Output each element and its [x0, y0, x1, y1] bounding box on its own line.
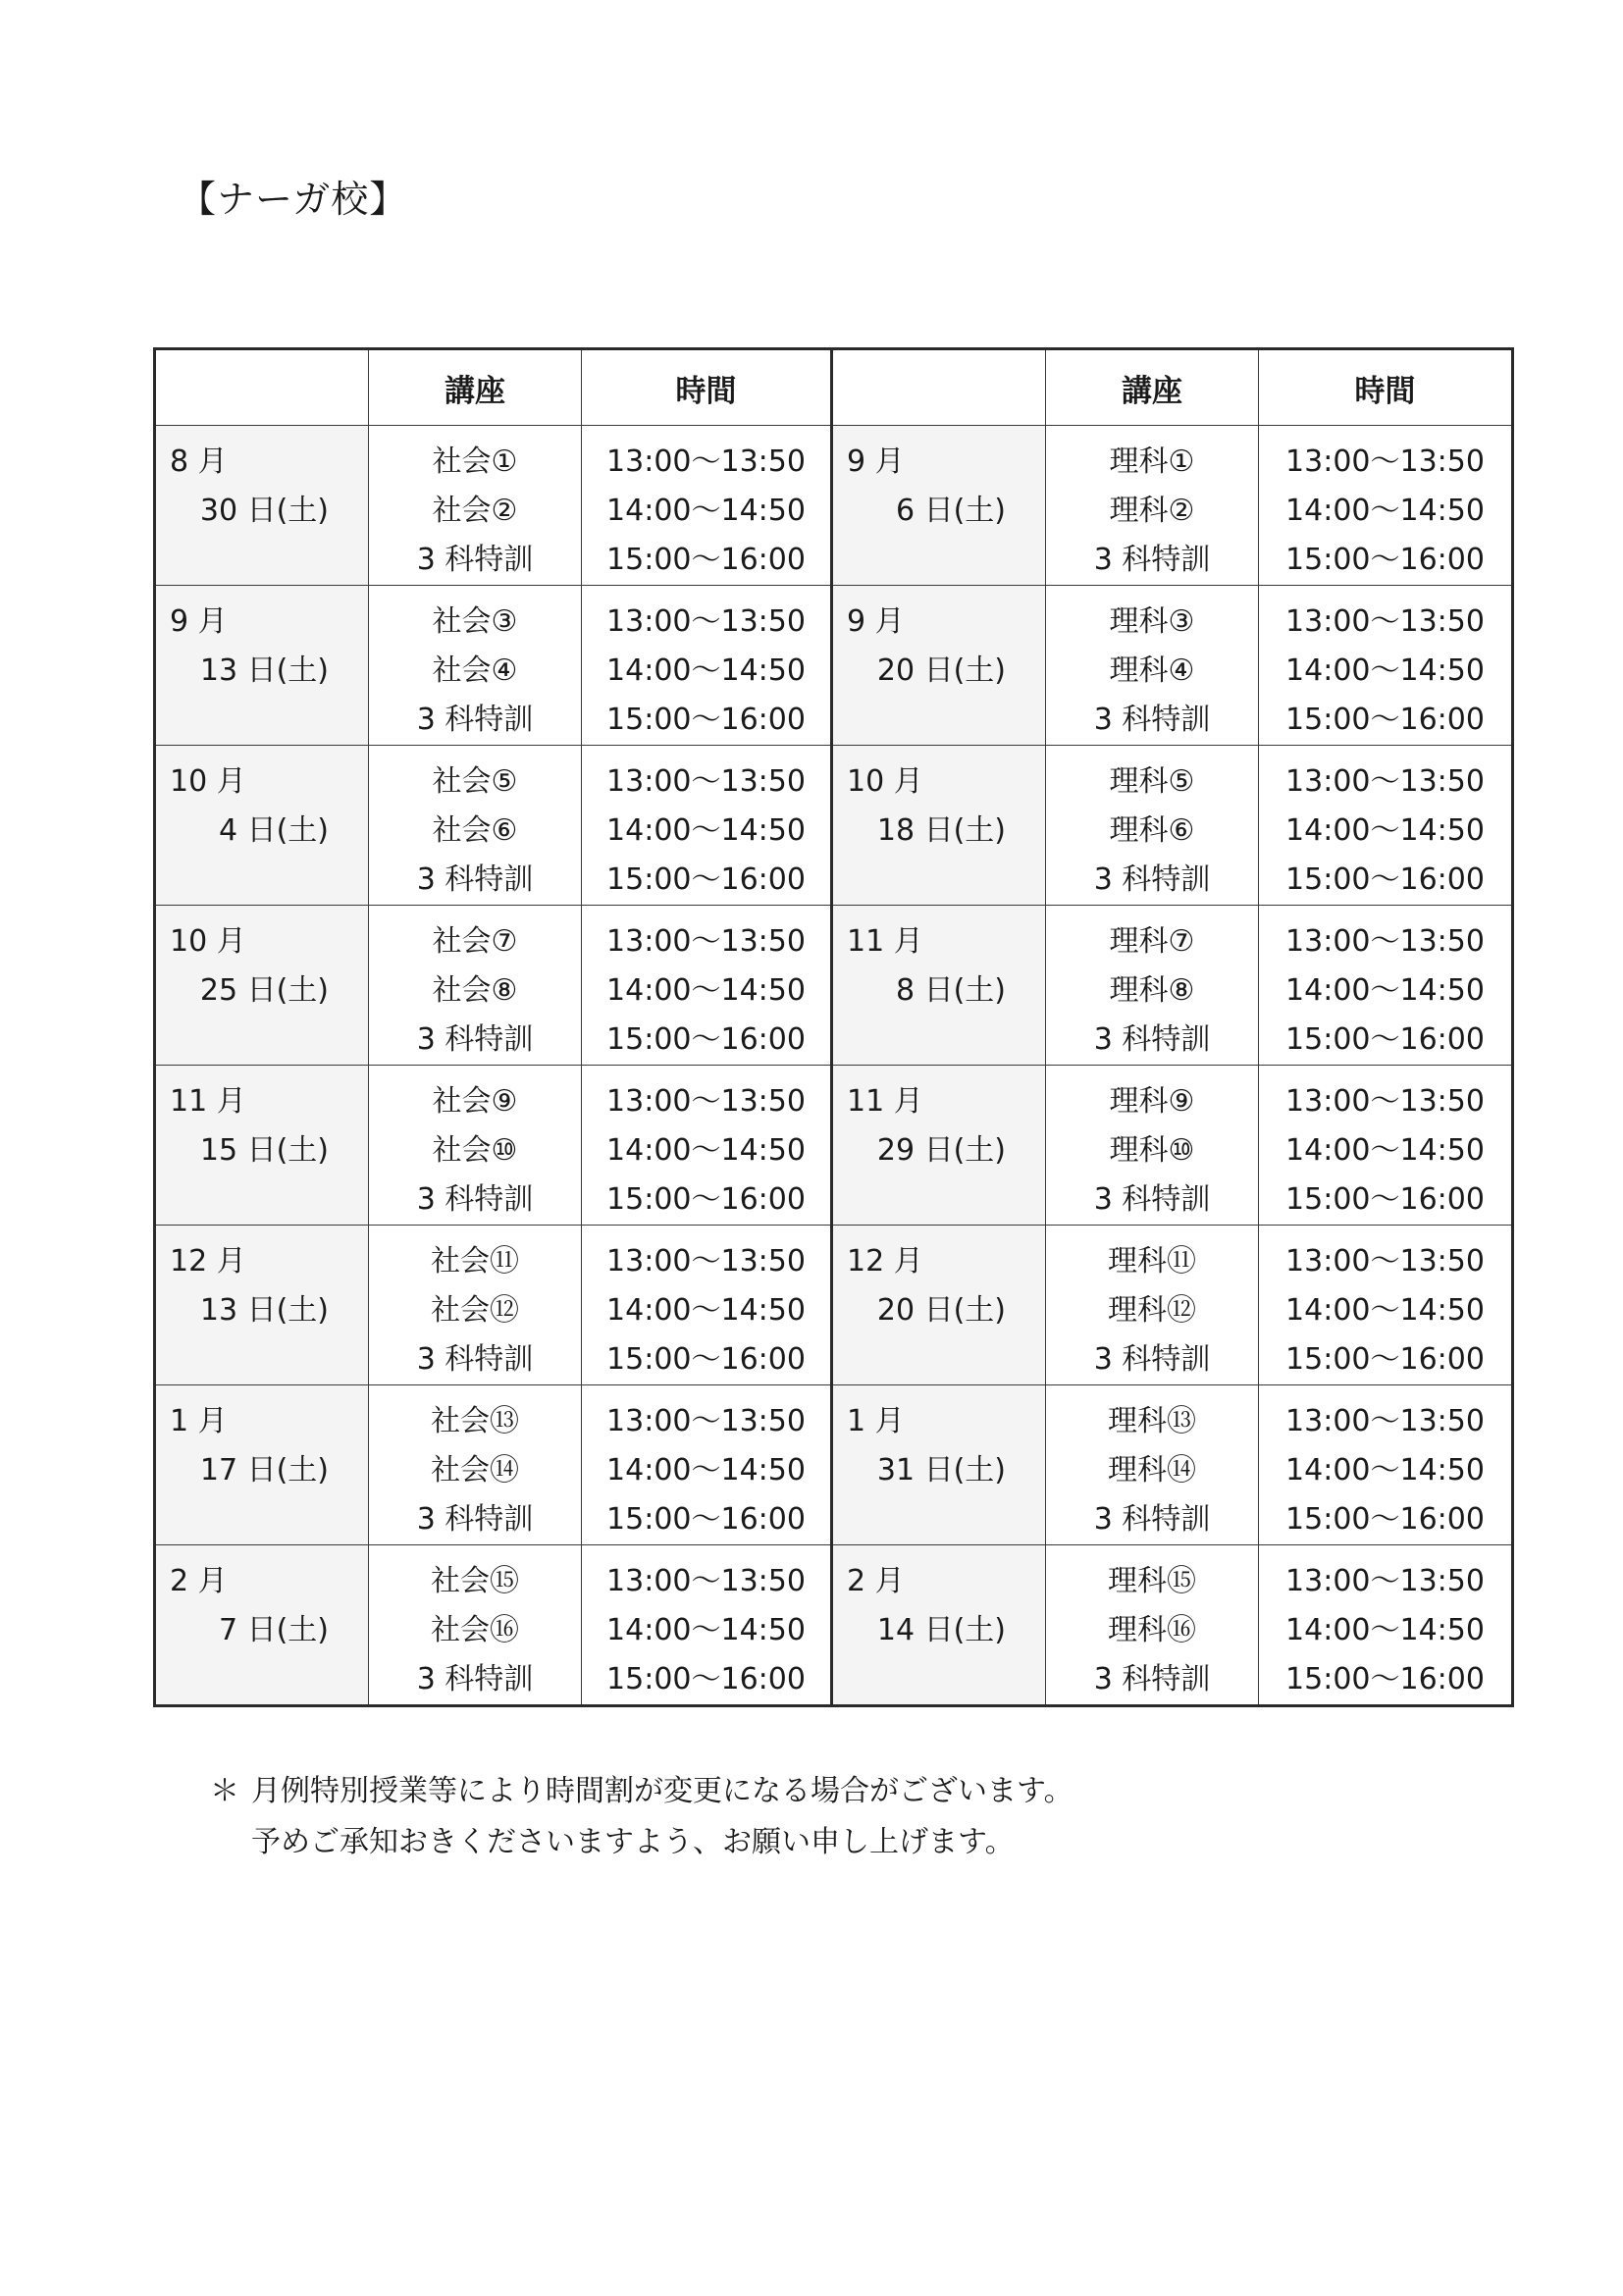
- time-slot: 15:00～16:00: [606, 1662, 806, 1696]
- course-name: 社会③: [432, 604, 518, 639]
- course-cell-left: [369, 586, 582, 746]
- course-name: 理科⑦: [1109, 924, 1195, 959]
- course-list: [369, 1066, 581, 1225]
- time-slot: 15:00～16:00: [1285, 1182, 1485, 1217]
- date-cell-left: [155, 1385, 369, 1545]
- course-list: [1046, 586, 1258, 745]
- course-name: 社会⑧: [432, 973, 518, 1008]
- course-cell-right: [1046, 426, 1259, 586]
- table-row: [155, 906, 1513, 1066]
- date-month: 9 月: [847, 604, 905, 639]
- date-day: 4 日(土): [218, 813, 329, 848]
- course-name: 社会⑤: [432, 764, 518, 799]
- time-slot: 14:00～14:50: [606, 1613, 806, 1647]
- footnote-line-2: 予めご承知おきくださいますよう、お願い申し上げます。: [251, 1825, 1015, 1859]
- date-month: 11 月: [847, 1084, 923, 1119]
- course-name: 3 科特訓: [1093, 862, 1211, 897]
- course-name: 3 科特訓: [1093, 1022, 1211, 1057]
- table-row: [155, 1385, 1513, 1545]
- date-month: 9 月: [170, 604, 228, 639]
- time-slot: 15:00～16:00: [606, 1342, 806, 1377]
- time-slot: 14:00～14:50: [606, 973, 806, 1008]
- date-day: 30 日(土): [199, 494, 329, 528]
- course-name: 理科⑬: [1108, 1404, 1196, 1438]
- course-list: [369, 1226, 581, 1384]
- time-cell-right: [1259, 906, 1513, 1066]
- course-list: [369, 746, 581, 905]
- time-slot: 14:00～14:50: [1285, 1453, 1485, 1487]
- time-cell-left: [582, 426, 832, 586]
- time-slot: 14:00～14:50: [1285, 813, 1485, 848]
- course-name: 社会②: [432, 494, 518, 528]
- course-list: [1046, 1545, 1258, 1704]
- time-list: [582, 1226, 830, 1384]
- time-slot: 15:00～16:00: [606, 862, 806, 897]
- date-month: 2 月: [170, 1564, 228, 1598]
- time-slot: 13:00～13:50: [606, 604, 806, 639]
- date-day: 15 日(土): [199, 1133, 329, 1168]
- course-cell-right: [1046, 746, 1259, 906]
- date-day: 20 日(土): [876, 653, 1006, 688]
- course-name: 3 科特訓: [1093, 1662, 1211, 1696]
- course-name: 社会⑬: [431, 1404, 519, 1438]
- date-cell-left: [155, 1226, 369, 1385]
- date-cell-left: [155, 906, 369, 1066]
- time-slot: 13:00～13:50: [606, 1564, 806, 1598]
- course-name: 理科⑤: [1109, 764, 1195, 799]
- time-slot: 14:00～14:50: [606, 1293, 806, 1328]
- time-slot: 14:00～14:50: [606, 1133, 806, 1168]
- time-list: [582, 746, 830, 905]
- course-name: 社会⑭: [431, 1453, 519, 1487]
- time-slot: 14:00～14:50: [606, 494, 806, 528]
- date-cell-right: [832, 1545, 1046, 1706]
- course-list: [369, 426, 581, 585]
- time-slot: 15:00～16:00: [1285, 543, 1485, 577]
- time-slot: 13:00～13:50: [606, 1084, 806, 1119]
- course-name: 社会⑥: [432, 813, 518, 848]
- time-cell-right: [1259, 1545, 1513, 1706]
- time-list: [1259, 746, 1511, 905]
- date-month: 1 月: [847, 1404, 905, 1438]
- table-row: [155, 1226, 1513, 1385]
- table-row: [155, 1545, 1513, 1706]
- course-name: 理科⑭: [1108, 1453, 1196, 1487]
- time-list: [582, 1066, 830, 1225]
- course-name: 3 科特訓: [416, 543, 534, 577]
- time-slot: 14:00～14:50: [1285, 1293, 1485, 1328]
- course-name: 社会⑦: [432, 924, 518, 959]
- date-day: 29 日(土): [876, 1133, 1006, 1168]
- course-cell-right: [1046, 1066, 1259, 1226]
- date-day: 20 日(土): [876, 1293, 1006, 1328]
- time-list: [1259, 1226, 1511, 1384]
- time-cell-left: [582, 746, 832, 906]
- time-list: [1259, 586, 1511, 745]
- time-cell-left: [582, 1066, 832, 1226]
- date-month: 12 月: [170, 1244, 246, 1278]
- time-slot: 13:00～13:50: [1285, 1084, 1485, 1119]
- date-cell-right: [832, 1385, 1046, 1545]
- course-name: 3 科特訓: [1093, 1182, 1211, 1217]
- time-list: [582, 1545, 830, 1704]
- time-slot: 15:00～16:00: [606, 703, 806, 737]
- footnote: [210, 1766, 1073, 1868]
- date-cell-left: [155, 1545, 369, 1706]
- course-cell-left: [369, 746, 582, 906]
- date-cell-right: [832, 1226, 1046, 1385]
- time-slot: 15:00～16:00: [1285, 1662, 1485, 1696]
- time-slot: 14:00～14:50: [1285, 1133, 1485, 1168]
- date-day: 13 日(土): [199, 1293, 329, 1328]
- time-list: [1259, 906, 1511, 1065]
- time-list: [582, 586, 830, 745]
- course-list: [369, 1385, 581, 1544]
- time-cell-right: [1259, 1066, 1513, 1226]
- course-name: 社会⑫: [431, 1293, 519, 1328]
- time-list: [1259, 426, 1511, 585]
- date-day: 6 日(土): [895, 494, 1006, 528]
- course-name: 理科⑥: [1109, 813, 1195, 848]
- header-course-right: 講座: [1046, 349, 1259, 426]
- time-slot: 14:00～14:50: [606, 1453, 806, 1487]
- table-row: [155, 586, 1513, 746]
- course-cell-right: [1046, 1226, 1259, 1385]
- header-course-left: 講座: [369, 349, 582, 426]
- course-name: 3 科特訓: [416, 1662, 534, 1696]
- page-title: 【ナーガ校】: [179, 178, 408, 221]
- time-slot: 14:00～14:50: [1285, 653, 1485, 688]
- time-cell-right: [1259, 426, 1513, 586]
- time-slot: 15:00～16:00: [606, 1502, 806, 1537]
- header-time-left: 時間: [582, 349, 832, 426]
- course-list: [369, 906, 581, 1065]
- date-cell-left: [155, 426, 369, 586]
- header-time-right: 時間: [1259, 349, 1513, 426]
- course-cell-left: [369, 906, 582, 1066]
- footnote-line-1: 月例特別授業等により時間割が変更になる場合がございます。: [251, 1774, 1073, 1808]
- time-list: [1259, 1385, 1511, 1544]
- time-cell-left: [582, 1385, 832, 1545]
- course-name: 3 科特訓: [1093, 1342, 1211, 1377]
- course-list: [1046, 1066, 1258, 1225]
- date-cell-right: [832, 426, 1046, 586]
- time-slot: 13:00～13:50: [606, 764, 806, 799]
- time-slot: 15:00～16:00: [1285, 1022, 1485, 1057]
- course-name: 3 科特訓: [1093, 543, 1211, 577]
- course-cell-right: [1046, 586, 1259, 746]
- date-cell-left: [155, 586, 369, 746]
- course-name: 理科⑩: [1109, 1133, 1195, 1168]
- date-month: 8 月: [170, 444, 228, 479]
- course-cell-right: [1046, 1545, 1259, 1706]
- course-name: 社会⑪: [431, 1244, 519, 1278]
- schedule-body: [155, 426, 1513, 1706]
- course-name: 3 科特訓: [1093, 703, 1211, 737]
- time-cell-left: [582, 906, 832, 1066]
- course-name: 理科⑪: [1108, 1244, 1196, 1278]
- course-name: 理科⑨: [1109, 1084, 1195, 1119]
- course-name: 3 科特訓: [416, 1182, 534, 1217]
- time-slot: 13:00～13:50: [1285, 444, 1485, 479]
- time-slot: 15:00～16:00: [606, 543, 806, 577]
- course-name: 社会④: [432, 653, 518, 688]
- time-list: [582, 426, 830, 585]
- date-month: 2 月: [847, 1564, 905, 1598]
- course-name: 理科④: [1109, 653, 1195, 688]
- course-name: 理科⑧: [1109, 973, 1195, 1008]
- course-cell-left: [369, 1066, 582, 1226]
- table-row: [155, 746, 1513, 906]
- date-day: 17 日(土): [199, 1453, 329, 1487]
- date-day: 31 日(土): [876, 1453, 1006, 1487]
- date-month: 11 月: [847, 924, 923, 959]
- time-slot: 13:00～13:50: [1285, 1404, 1485, 1438]
- course-cell-left: [369, 1385, 582, 1545]
- time-slot: 15:00～16:00: [606, 1022, 806, 1057]
- course-name: 3 科特訓: [416, 703, 534, 737]
- time-cell-right: [1259, 1385, 1513, 1545]
- course-cell-left: [369, 1226, 582, 1385]
- time-slot: 14:00～14:50: [1285, 973, 1485, 1008]
- time-slot: 13:00～13:50: [606, 1244, 806, 1278]
- time-slot: 14:00～14:50: [606, 653, 806, 688]
- time-slot: 15:00～16:00: [1285, 1502, 1485, 1537]
- course-cell-right: [1046, 1385, 1259, 1545]
- date-month: 10 月: [170, 924, 246, 959]
- time-cell-left: [582, 1226, 832, 1385]
- date-month: 1 月: [170, 1404, 228, 1438]
- time-list: [1259, 1545, 1511, 1704]
- date-cell-right: [832, 746, 1046, 906]
- time-cell-right: [1259, 1226, 1513, 1385]
- course-name: 3 科特訓: [416, 1342, 534, 1377]
- date-day: 14 日(土): [876, 1613, 1006, 1647]
- date-day: 7 日(土): [218, 1613, 329, 1647]
- time-cell-left: [582, 586, 832, 746]
- time-slot: 13:00～13:50: [606, 1404, 806, 1438]
- course-name: 3 科特訓: [416, 1022, 534, 1057]
- course-name: 3 科特訓: [416, 1502, 534, 1537]
- course-list: [1046, 1385, 1258, 1544]
- time-slot: 14:00～14:50: [1285, 1613, 1485, 1647]
- date-month: 10 月: [847, 764, 923, 799]
- date-cell-left: [155, 746, 369, 906]
- date-month: 9 月: [847, 444, 905, 479]
- header-date-right: [832, 349, 1046, 426]
- time-cell-right: [1259, 746, 1513, 906]
- course-name: 社会⑯: [431, 1613, 519, 1647]
- course-name: 社会⑩: [432, 1133, 518, 1168]
- course-name: 3 科特訓: [416, 862, 534, 897]
- course-name: 理科⑯: [1108, 1613, 1196, 1647]
- course-name: 理科③: [1109, 604, 1195, 639]
- course-list: [1046, 746, 1258, 905]
- date-day: 13 日(土): [199, 653, 329, 688]
- table-row: [155, 1066, 1513, 1226]
- time-list: [582, 906, 830, 1065]
- time-list: [1259, 1066, 1511, 1225]
- time-slot: 15:00～16:00: [606, 1182, 806, 1217]
- date-cell-right: [832, 906, 1046, 1066]
- course-name: 理科①: [1109, 444, 1195, 479]
- time-slot: 15:00～16:00: [1285, 1342, 1485, 1377]
- time-slot: 14:00～14:50: [606, 813, 806, 848]
- time-slot: 15:00～16:00: [1285, 862, 1485, 897]
- course-name: 理科②: [1109, 494, 1195, 528]
- course-cell-left: [369, 1545, 582, 1706]
- course-list: [1046, 426, 1258, 585]
- header-row: [155, 349, 1513, 426]
- time-cell-left: [582, 1545, 832, 1706]
- course-name: 社会⑮: [431, 1564, 519, 1598]
- time-slot: 15:00～16:00: [1285, 703, 1485, 737]
- date-month: 10 月: [170, 764, 246, 799]
- date-cell-left: [155, 1066, 369, 1226]
- date-cell-right: [832, 586, 1046, 746]
- time-slot: 13:00～13:50: [1285, 924, 1485, 959]
- table-row: [155, 426, 1513, 586]
- time-slot: 13:00～13:50: [1285, 764, 1485, 799]
- course-cell-left: [369, 426, 582, 586]
- course-list: [1046, 906, 1258, 1065]
- footnote-marker: ＊: [210, 1774, 239, 1808]
- course-name: 理科⑮: [1108, 1564, 1196, 1598]
- schedule-table: [153, 347, 1514, 1707]
- time-slot: 13:00～13:50: [1285, 1564, 1485, 1598]
- time-slot: 13:00～13:50: [606, 924, 806, 959]
- date-day: 25 日(土): [199, 973, 329, 1008]
- date-day: 8 日(土): [895, 973, 1006, 1008]
- date-cell-right: [832, 1066, 1046, 1226]
- time-list: [582, 1385, 830, 1544]
- time-slot: 14:00～14:50: [1285, 494, 1485, 528]
- course-cell-right: [1046, 906, 1259, 1066]
- course-list: [369, 1545, 581, 1704]
- course-name: 社会①: [432, 444, 518, 479]
- course-name: 理科⑫: [1108, 1293, 1196, 1328]
- time-slot: 13:00～13:50: [606, 444, 806, 479]
- time-slot: 13:00～13:50: [1285, 604, 1485, 639]
- date-day: 18 日(土): [876, 813, 1006, 848]
- date-month: 11 月: [170, 1084, 246, 1119]
- date-month: 12 月: [847, 1244, 923, 1278]
- course-list: [369, 586, 581, 745]
- header-date-left: [155, 349, 369, 426]
- time-slot: 13:00～13:50: [1285, 1244, 1485, 1278]
- course-list: [1046, 1226, 1258, 1384]
- time-cell-right: [1259, 586, 1513, 746]
- course-name: 社会⑨: [432, 1084, 518, 1119]
- course-name: 3 科特訓: [1093, 1502, 1211, 1537]
